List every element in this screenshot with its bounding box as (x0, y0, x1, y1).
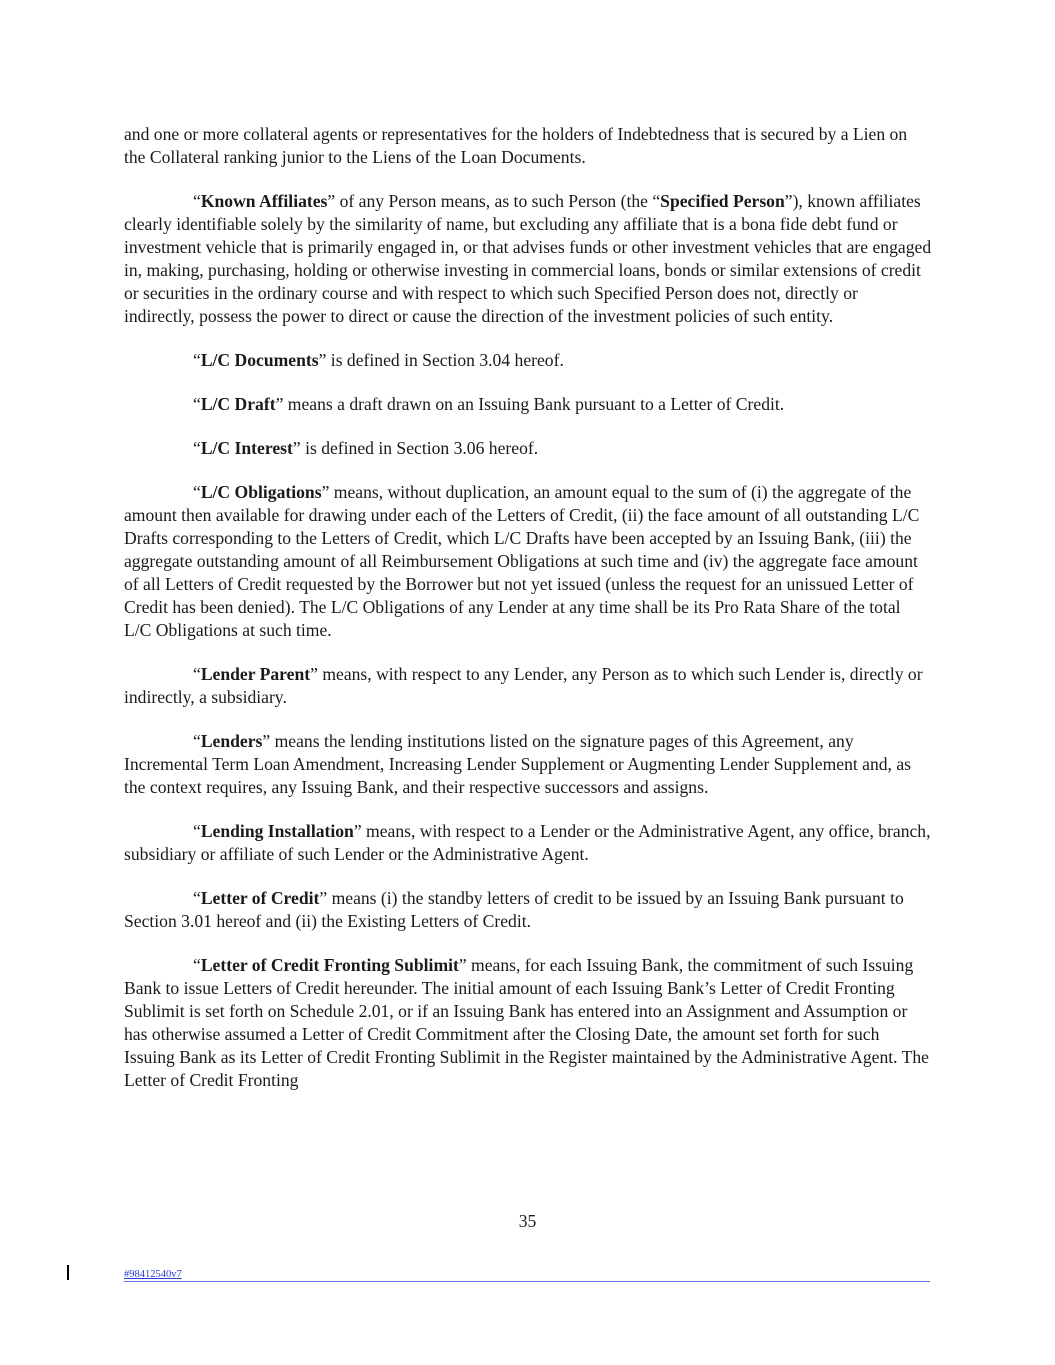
defined-term: L/C Obligations (200, 482, 322, 502)
run: “ (193, 821, 201, 841)
run: “ (193, 394, 201, 414)
run: ” of any Person means, as to such Person (the “ (327, 191, 661, 211)
definition-letter-of-credit-fronting-sublimit (124, 954, 932, 1092)
run: “ (193, 664, 201, 684)
definition-lending-installation (124, 820, 932, 866)
run: “ (193, 482, 201, 502)
definition-known-affiliates (124, 190, 932, 328)
defined-term: Lender Parent (200, 664, 311, 684)
run: ” means (i) the standby letters of credit to be issued by an Issuing Bank pursuant to Section 3.01 hereof and (ii) the Existing Letters of Credit. (124, 888, 904, 931)
defined-term: Specified Person (660, 191, 785, 211)
defined-term: Letter of Credit Fronting Sublimit (200, 955, 459, 975)
run: “ (193, 955, 201, 975)
run: “ (193, 191, 201, 211)
run: ” means, with respect to a Lender or the Administrative Agent, any office, branch, subsidiary or affiliate of such Lender or the Administrative Agent. (124, 821, 931, 864)
revision-change-bar (67, 1265, 69, 1280)
defined-term: L/C Interest (200, 438, 293, 458)
document-body (124, 123, 932, 1113)
defined-term: L/C Documents (200, 350, 319, 370)
run: “ (193, 350, 201, 370)
run: ” means a draft drawn on an Issuing Bank pursuant to a Letter of Credit. (275, 394, 785, 414)
run: “ (193, 731, 201, 751)
run: ” means, for each Issuing Bank, the commitment of such Issuing Bank to issue Letters of Credit hereunder. The initial amount of each Issuing Bank’s Letter of Credit Fronting Sublimit is set forth on Schedule 2.01, or if an Issuing Bank has entered into an Assignment and Assumption or has otherwise assumed a Letter of Credit Commitment after the Closing Date, the amount set forth for such Issuing Bank as its Letter of Credit Fronting Sublimit in the Register maintained by the Administrative Agent. The Letter of Credit Fronting (124, 955, 929, 1090)
run: ” is defined in Section 3.04 hereof. (318, 350, 564, 370)
run: and one or more collateral agents or representatives for the holders of Indebtedness that is secured by a Lien on the Collateral ranking junior to the Liens of the Loan Documents. (124, 124, 908, 167)
definition-lc-interest (124, 437, 932, 460)
definition-lender-parent (124, 663, 932, 709)
page-number: 35 (518, 1211, 537, 1231)
defined-term: Letter of Credit (200, 888, 320, 908)
run: ”), known affiliates clearly identifiable solely by the similarity of name, but excluding any affiliate that is a bona fide debt fund or investment vehicle that is primarily engaged in, or that advises funds or other investment vehicles that are engaged in, making, purchasing, holding or otherwise investing in commercial loans, bonds or similar extensions of credit or securities in the ordinary course and with respect to which such Specified Person does not, directly or indirectly, possess the power to direct or cause the direction of the investment policies of such entity. (124, 191, 932, 326)
paragraph-intro (124, 123, 932, 169)
defined-term: L/C Draft (200, 394, 276, 414)
run: ” means the lending institutions listed on the signature pages of this Agreement, any Incremental Term Loan Amendment, Increasing Lender Supplement or Augmenting Lender Supplement and, as the context requires, any Issuing Bank, and their respective successors and assigns. (124, 731, 912, 797)
footer-rule (124, 1281, 930, 1282)
run: ” means, without duplication, an amount equal to the sum of (i) the aggregate of the amount then available for drawing under each of the Letters of Credit, (ii) the face amount of all outstanding L/C Drafts corresponding to the Letters of Credit, which L/C Drafts have been accepted by an Issuing Bank, (iii) the aggregate outstanding amount of all Reimbursement Obligations at such time and (iv) the aggregate face amount of all Letters of Credit requested by the Borrower but not yet issued (unless the request for an unissued Letter of Credit has been denied). The L/C Obligations of any Lender at any time shall be its Pro Rata Share of the total L/C Obligations at such time. (124, 482, 920, 640)
defined-term: Lenders (200, 731, 263, 751)
run: ” is defined in Section 3.06 hereof. (292, 438, 539, 458)
run: “ (193, 438, 201, 458)
run: ” means, with respect to any Lender, any Person as to which such Lender is, directly or indirectly, a subsidiary. (124, 664, 923, 707)
defined-term: Known Affiliates (200, 191, 328, 211)
definition-lenders (124, 730, 932, 799)
defined-term: Lending Installation (200, 821, 354, 841)
run: “ (193, 888, 201, 908)
definition-lc-documents (124, 349, 932, 372)
definition-lc-draft (124, 393, 932, 416)
definition-letter-of-credit (124, 887, 932, 933)
definition-lc-obligations (124, 481, 932, 642)
document-id-link[interactable]: #98412540v7 (124, 1269, 182, 1280)
